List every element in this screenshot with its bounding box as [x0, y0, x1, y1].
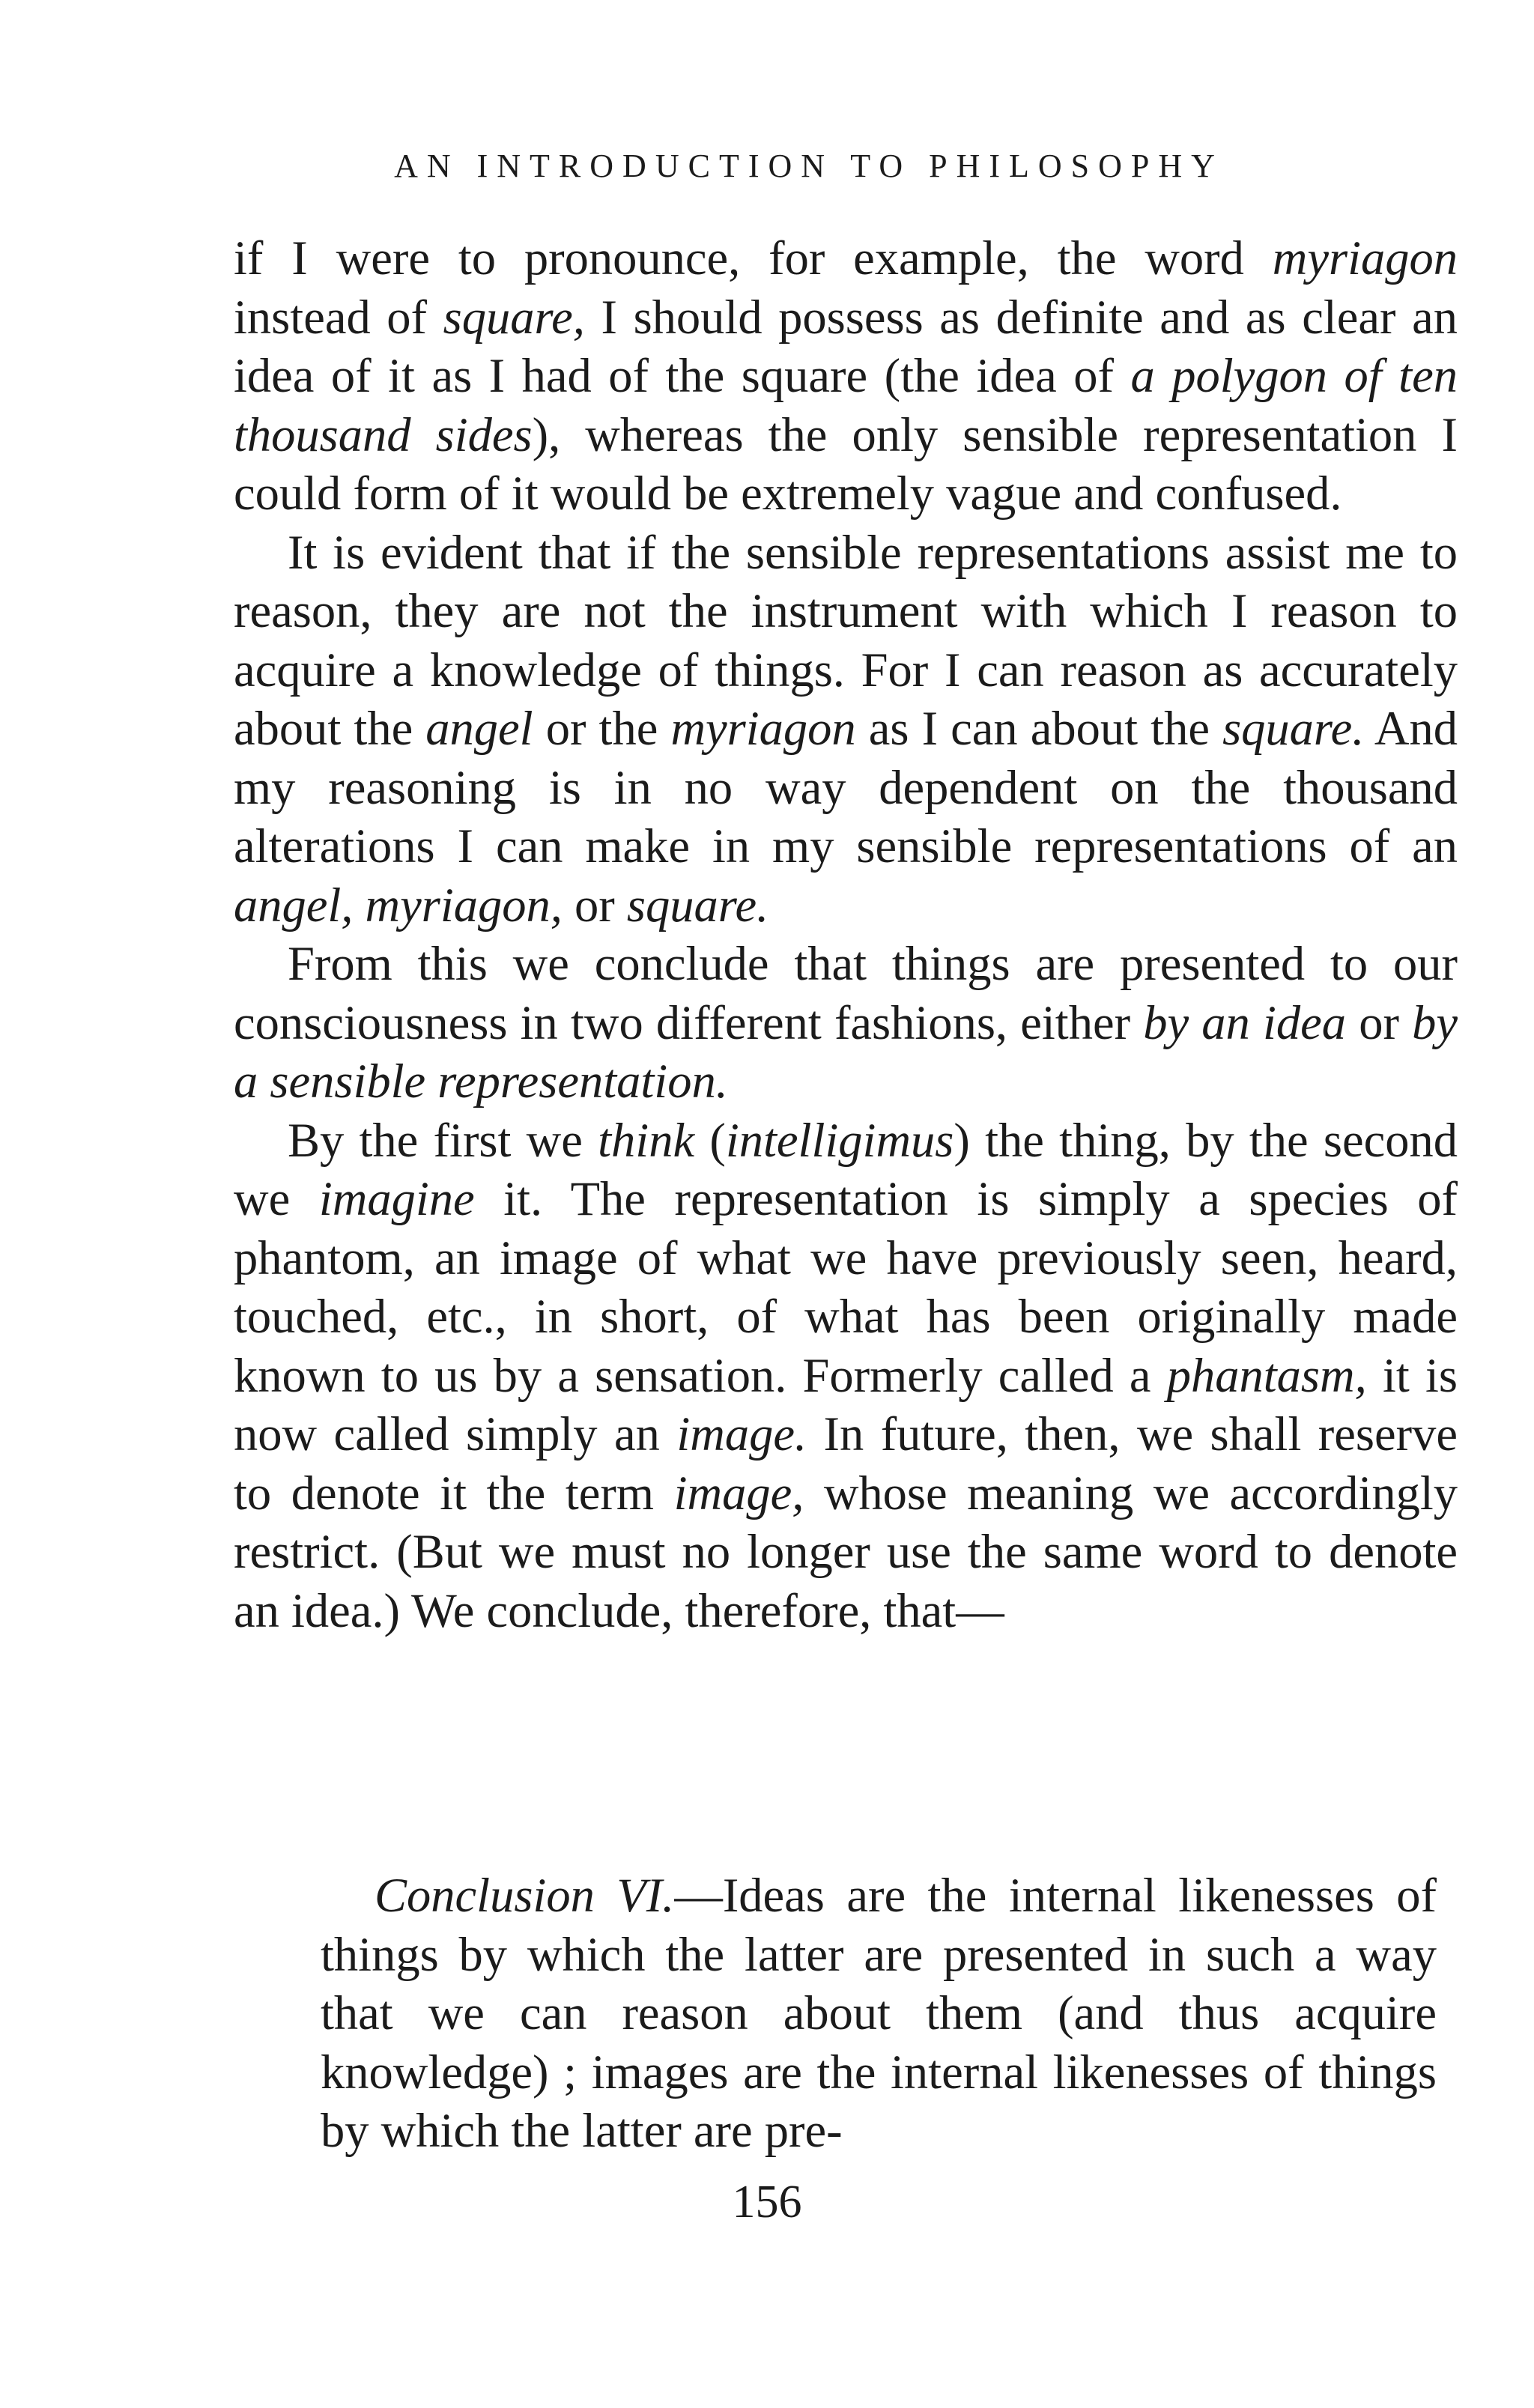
italic-run: imagine [318, 1172, 475, 1225]
italic-run: by a sensible representation. [234, 995, 1458, 1108]
italic-run: angel, myriagon, [234, 878, 563, 932]
italic-run: by an idea [1143, 995, 1347, 1049]
italic-run: phantasm, [1166, 1348, 1367, 1402]
running-head: AN INTRODUCTION TO PHILOSOPHY [394, 148, 1224, 184]
text-run: it. The representation is simply a species of phantom, an image of what we have previously seen, heard, touched, etc., in short, of what has been originally made known to us by a sensation. Formerly called a [234, 1172, 1458, 1402]
paragraph-1 [234, 229, 1458, 524]
text-run: ( [694, 1113, 726, 1167]
paragraph-4 [234, 1111, 1458, 1641]
italic-run: square. [1222, 702, 1365, 755]
italic-run: square, [443, 290, 585, 344]
text-run: whose meaning we accordingly restrict. (But we must no longer use the same word to denote an idea.) We conclude, therefore, that— [234, 1466, 1458, 1637]
text-run: From this we conclude that things are presented to our consciousness in two different fashions, either [234, 937, 1458, 1049]
text-run: ) the thing, by the second we [234, 1113, 1458, 1225]
body-text [234, 229, 1458, 1640]
text-run: or [1346, 995, 1413, 1049]
text-run: —Ideas are the internal likenesses of things by which the latter are presented in such a way that we can reason about them (and thus acquire knowledge) ; images are the internal likenesses of things by which the latter are pre- [321, 1869, 1437, 2157]
text-run: By the first we [288, 1113, 598, 1167]
text-run: as I can about the [855, 702, 1223, 755]
italic-run: square. [626, 878, 769, 932]
text-run: if I were to pronounce, for example, the word [234, 231, 1273, 285]
paragraph-3 [234, 935, 1458, 1111]
text-run: In future, then, we shall reserve to denote it the term [234, 1407, 1458, 1520]
text-run: or the [533, 702, 671, 755]
italic-run: intelligimus [725, 1113, 954, 1167]
text-run: It is evident that if the sensible representations assist me to reason, they are not the instrument with which I reason to acquire a knowledge of things. For I can reason as accurately about the [234, 525, 1458, 755]
text-run: And my reasoning is in no way dependent on the thousand alterations I can make in my sensible representations of an [234, 702, 1458, 873]
italic-run: image, [673, 1466, 804, 1520]
italic-run: a polygon of ten thousand sides [234, 349, 1458, 461]
text-run: instead of [234, 290, 443, 344]
conclusion-vi [321, 1866, 1437, 2161]
italic-run: Conclusion VI. [375, 1869, 675, 1922]
italic-run: myriagon [1272, 231, 1458, 285]
italic-run: image. [676, 1407, 807, 1461]
page-number: 156 [732, 2177, 802, 2227]
text-run: it is now called simply an [234, 1348, 1458, 1461]
italic-run: myriagon [670, 702, 856, 755]
italic-run: angel [425, 702, 533, 755]
paragraph-2 [234, 524, 1458, 935]
text-run: I should possess as definite and as clear an idea of it as I had of the square (the idea of [234, 290, 1458, 402]
text-run: or [562, 878, 627, 932]
text-run: ), whereas the only sensible representation I could form of it would be extremely vague and confused. [234, 407, 1458, 520]
italic-run: think [598, 1113, 695, 1167]
